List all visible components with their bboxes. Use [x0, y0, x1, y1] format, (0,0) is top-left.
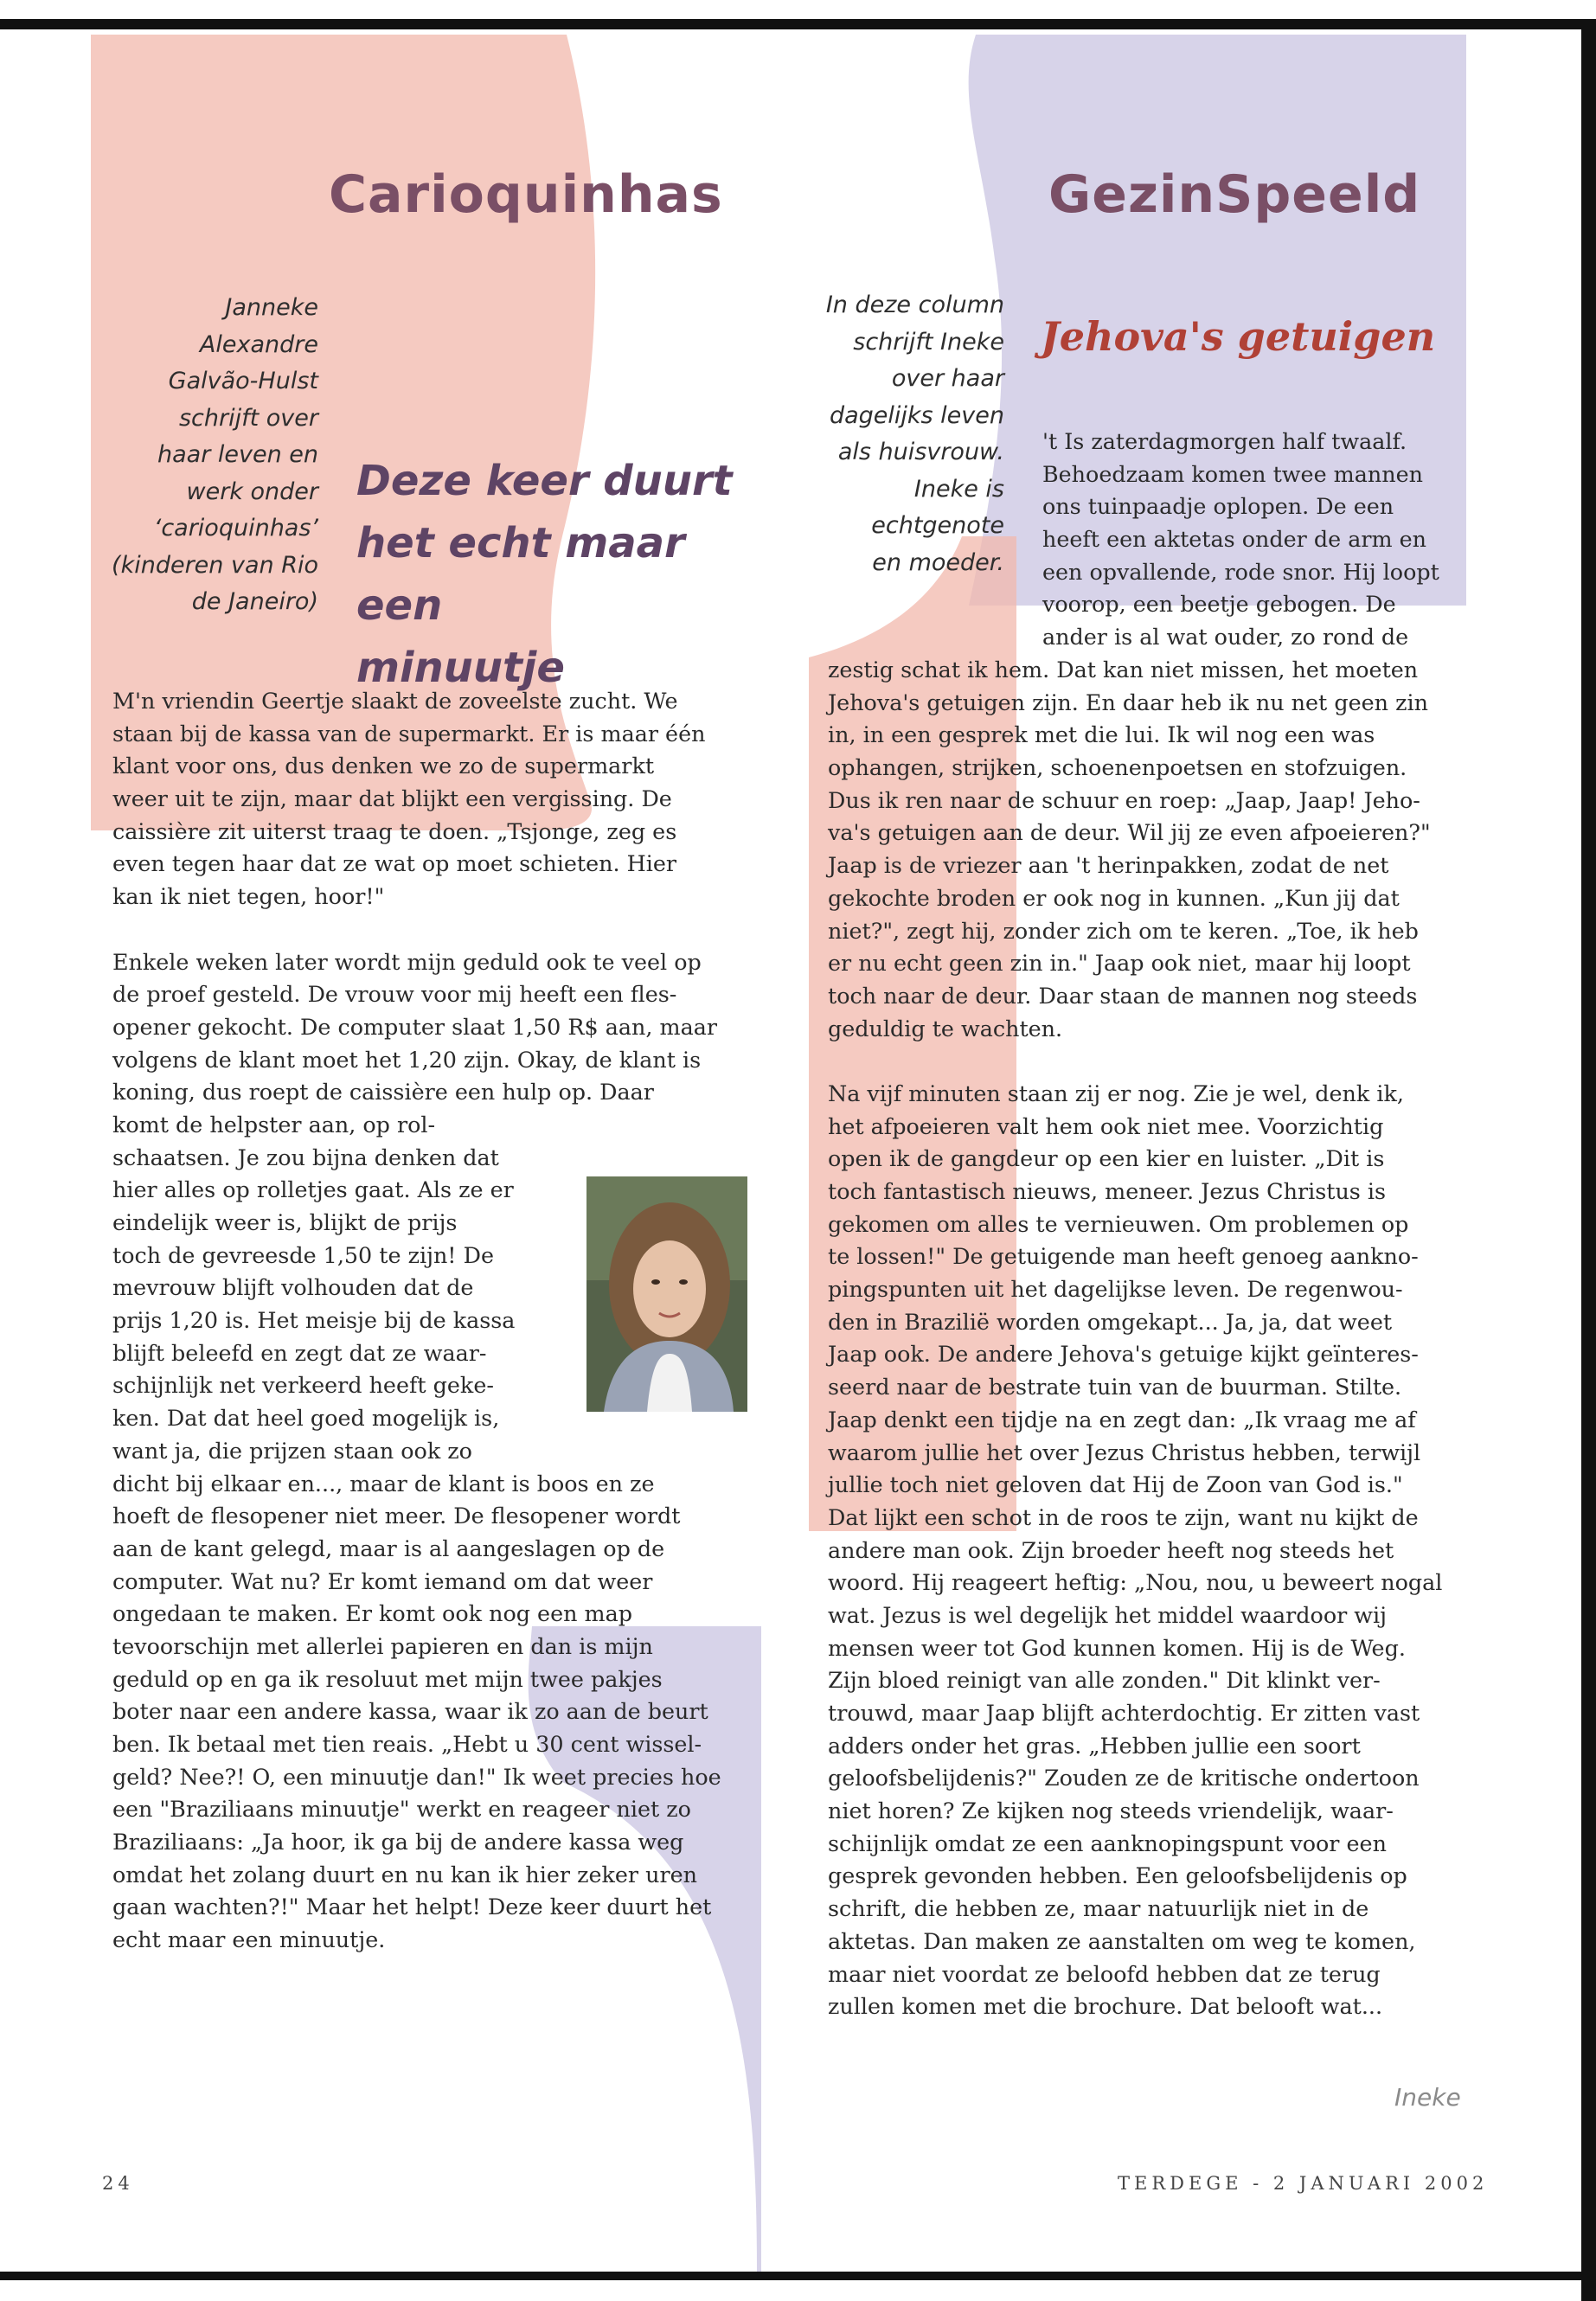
byline-line: (kinderen van Rio: [112, 551, 318, 579]
body-line: M'n vriendin Geertje slaakt de zoveelste zucht. We: [112, 688, 678, 714]
body-line: opener gekocht. De computer slaat 1,50 R$ aan, maar: [112, 1013, 718, 1040]
body-line: omdat het zolang duurt en nu kan ik hier zeker uren: [112, 1861, 698, 1888]
body-line: geloofsbelijdenis?" Zouden ze de kritische ondertoon: [828, 1765, 1420, 1791]
right-body-intro: [1042, 426, 1439, 654]
body-line: Enkele weken later wordt mijn geduld ook te veel op: [112, 948, 702, 975]
paragraph-gap: [828, 1045, 1442, 1078]
right-body: [828, 654, 1442, 2023]
body-line: jullie toch niet geloven dat Hij de Zoon van God is.": [828, 1471, 1403, 1498]
body-line: trouwd, maar Jaap blijft achterdochtig. Er zitten vast: [828, 1700, 1420, 1726]
body-line: de proef gesteld. De vrouw voor mij heeft een fles-: [112, 981, 677, 1008]
body-line: Behoedzaam komen twee mannen: [1042, 460, 1423, 487]
byline-line: de Janeiro): [191, 588, 318, 615]
right-subtitle: Jehova's getuigen: [1041, 313, 1436, 360]
body-line: niet?", zegt hij, zonder zich om te keren. „Toe, ik heb: [828, 917, 1419, 944]
body-line: gekochte broden er ook nog in kunnen. „Kun jij dat: [828, 884, 1400, 911]
byline-line: Galvão-Hulst: [168, 368, 318, 394]
right-signature: Ineke: [1394, 2083, 1461, 2112]
left-byline: [104, 290, 318, 621]
body-line: kan ik niet tegen, hoor!": [112, 883, 385, 910]
body-line: in, in een gesprek met die lui. Ik wil nog een was: [828, 721, 1375, 748]
body-line: prijs 1,20 is. Het meisje bij de kassa: [112, 1307, 516, 1334]
body-line: een "Braziliaans minuutje" werkt en reageer niet zo: [112, 1796, 691, 1823]
body-line: woord. Hij reageert heftig: „Nou, nou, u beweert nogal: [828, 1569, 1443, 1596]
body-line: va's getuigen aan de deur. Wil jij ze even afpoeieren?": [828, 819, 1431, 846]
body-line: een opvallende, rode snor. Hij loopt: [1042, 558, 1439, 585]
body-line: ophangen, strijken, schoenenpoetsen en stofzuigen.: [828, 754, 1407, 781]
body-line: schrift, die hebben ze, maar natuurlijk niet in de: [828, 1895, 1369, 1922]
body-line: geduldig te wachten.: [828, 1015, 1063, 1042]
body-line: maar niet voordat ze beloofd hebben dat ze terug: [828, 1960, 1381, 1987]
right-byline: [809, 287, 1004, 581]
body-line: niet horen? Ze kijken nog steeds vriendelijk, waar-: [828, 1798, 1394, 1824]
paragraph-gap: [112, 913, 721, 946]
body-line: Dat lijkt een schot in de roos te zijn, want nu kijkt de: [828, 1503, 1419, 1530]
body-line: boter naar een andere kassa, waar ik zo aan de beurt: [112, 1698, 708, 1725]
left-title: Carioquinhas: [329, 164, 723, 225]
body-line: computer. Wat nu? Er komt iemand om dat weer: [112, 1567, 653, 1594]
body-line: dicht bij elkaar en..., maar de klant is boos en ze: [112, 1470, 655, 1497]
byline-line: In deze column: [825, 292, 1004, 318]
body-line: ken. Dat dat heel goed mogelijk is,: [112, 1405, 500, 1432]
body-line: mevrouw blijft volhouden dat de: [112, 1274, 474, 1301]
body-line: blijft beleefd en zegt dat ze waar-: [112, 1339, 487, 1366]
body-line: geld? Nee?! O, een minuutje dan!" Ik weet precies hoe: [112, 1763, 721, 1790]
body-line: tevoorschijn met allerlei papieren en dan is mijn: [112, 1632, 653, 1659]
body-line: hoeft de flesopener niet meer. De flesopener wordt: [112, 1503, 681, 1529]
body-line: voorop, een beetje gebogen. De: [1042, 591, 1396, 618]
body-line: heeft een aktetas onder de arm en: [1042, 526, 1427, 553]
body-line: andere man ook. Zijn broeder heeft nog steeds het: [828, 1536, 1394, 1563]
byline-line: dagelijks leven: [829, 401, 1004, 429]
body-line: wat. Jezus is wel degelijk het middel waardoor wij: [828, 1601, 1388, 1628]
body-line: 't Is zaterdagmorgen half twaalf.: [1042, 428, 1407, 454]
body-line: klant voor ons, dus denken we zo de supermarkt: [112, 753, 655, 779]
body-line: toch naar de deur. Daar staan de mannen nog steeds: [828, 982, 1418, 1009]
left-deck: [356, 450, 763, 699]
byline-line: Alexandre: [199, 330, 318, 358]
body-line: Zijn bloed reinigt van alle zonden." Dit klinkt ver-: [828, 1667, 1381, 1694]
body-line: aan de kant gelegd, maar is al aangeslagen op de: [112, 1535, 665, 1561]
byline-line: als huisvrouw.: [837, 439, 1004, 465]
body-line: koning, dus roept de caissière een hulp op. Daar: [112, 1079, 654, 1106]
byline-line: echtgenote: [871, 512, 1004, 539]
byline-line: ‘carioquinhas’: [153, 515, 318, 542]
body-line: ben. Ik betaal met tien reais. „Hebt u 30 cent wissel-: [112, 1731, 702, 1757]
page-number: 24: [102, 2173, 134, 2194]
body-line: weer uit te zijn, maar dat blijkt een vergissing. De: [112, 785, 672, 812]
body-line: gekomen om alles te vernieuwen. Om problemen op: [828, 1210, 1409, 1237]
body-line: aktetas. Dan maken ze aanstalten om weg te komen,: [828, 1927, 1416, 1954]
body-line: seerd naar de bestrate tuin van de buurman. Stilte.: [828, 1374, 1402, 1400]
body-line: open ik de gangdeur op een kier en luister. „Dit is: [828, 1145, 1385, 1172]
deck-line: minuutje: [356, 644, 565, 692]
publication-footer: TERDEGE - 2 JANUARI 2002: [1118, 2173, 1489, 2194]
body-line: caissière zit uiterst traag te doen. „Tsjonge, zeg es: [112, 817, 677, 844]
body-line: er nu echt geen zin in." Jaap ook niet, maar hij loopt: [828, 950, 1411, 977]
body-line: Jaap ook. De andere Jehova's getuige kijkt geïnteres-: [828, 1341, 1419, 1368]
body-line: echt maar een minuutje.: [112, 1926, 386, 1953]
body-line: adders onder het gras. „Hebben jullie een soort: [828, 1732, 1361, 1759]
body-line: het afpoeieren valt hem ook niet mee. Voorzichtig: [828, 1112, 1384, 1139]
body-line: ongedaan te maken. Er komt ook nog een map: [112, 1600, 632, 1627]
body-line: toch de gevreesde 1,50 te zijn! De: [112, 1241, 494, 1268]
byline-line: werk onder: [186, 478, 318, 505]
body-line: waarom jullie het over Jezus Christus hebben, terwijl: [828, 1439, 1421, 1465]
body-line: pingspunten uit het dagelijkse leven. De regenwou-: [828, 1276, 1403, 1303]
body-line: komt de helpster aan, op rol-: [112, 1111, 436, 1138]
byline-line: en moeder.: [872, 548, 1004, 576]
byline-line: schrijft Ineke: [853, 328, 1004, 356]
body-line: schijnlijk omdat ze een aanknopingspunt voor een: [828, 1830, 1387, 1856]
body-line: Jehova's getuigen zijn. En daar heb ik nu net geen zin: [828, 689, 1428, 715]
deck-line: het echt maar een: [356, 519, 685, 630]
body-line: Jaap is de vriezer aan 't herinpakken, zodat de net: [828, 852, 1389, 879]
body-line: te lossen!" De getuigende man heeft genoeg aankno-: [828, 1243, 1419, 1270]
body-line: Dus ik ren naar de schuur en roep: „Jaap, Jaap! Jeho-: [828, 786, 1420, 813]
body-line: gesprek gevonden hebben. Een geloofsbelijdenis op: [828, 1862, 1407, 1889]
author-photo: [586, 1176, 747, 1412]
body-line: want ja, die prijzen staan ook zo: [112, 1437, 472, 1464]
body-line: volgens de klant moet het 1,20 zijn. Okay, de klant is: [112, 1046, 702, 1073]
byline-line: Ineke is: [913, 475, 1004, 503]
body-line: geduld op en ga ik resoluut met mijn twee pakjes: [112, 1665, 663, 1692]
body-line: Braziliaans: „Ja hoor, ik ga bij de andere kassa weg: [112, 1829, 684, 1856]
body-line: even tegen haar dat ze wat op moet schieten. Hier: [112, 850, 677, 877]
body-line: schijnlijk net verkeerd heeft geke-: [112, 1372, 494, 1399]
body-line: zestig schat ik hem. Dat kan niet missen, het moeten: [828, 657, 1419, 683]
body-line: zullen komen met die brochure. Dat belooft wat...: [828, 1993, 1383, 2020]
body-line: Na vijf minuten staan zij er nog. Zie je wel, denk ik,: [828, 1080, 1404, 1106]
body-line: ander is al wat ouder, zo rond de: [1042, 624, 1409, 651]
body-line: gaan wachten?!" Maar het helpt! Deze keer duurt het: [112, 1894, 712, 1920]
byline-line: schrijft over: [178, 404, 318, 432]
body-line: den in Brazilië worden omgekapt... Ja, ja, dat weet: [828, 1308, 1393, 1335]
body-line: eindelijk weer is, blijkt de prijs: [112, 1209, 458, 1235]
right-title: GezinSpeeld: [1048, 164, 1421, 225]
body-line: mensen weer tot God kunnen komen. Hij is de Weg.: [828, 1634, 1406, 1661]
body-line: schaatsen. Je zou bijna denken dat: [112, 1144, 499, 1170]
byline-line: haar leven en: [157, 441, 318, 468]
body-line: toch fantastisch nieuws, meneer. Jezus Christus is: [828, 1178, 1387, 1204]
body-line: hier alles op rolletjes gaat. Als ze er: [112, 1176, 514, 1203]
deck-line: Deze keer duurt: [356, 457, 733, 505]
body-line: ons tuinpaadje oplopen. De een: [1042, 493, 1394, 520]
body-line: Jaap denkt een tijdje na en zegt dan: „Ik vraag me af: [828, 1406, 1416, 1433]
body-line: staan bij de kassa van de supermarkt. Er is maar één: [112, 720, 706, 747]
byline-line: Janneke: [225, 294, 318, 321]
byline-line: over haar: [891, 365, 1004, 392]
